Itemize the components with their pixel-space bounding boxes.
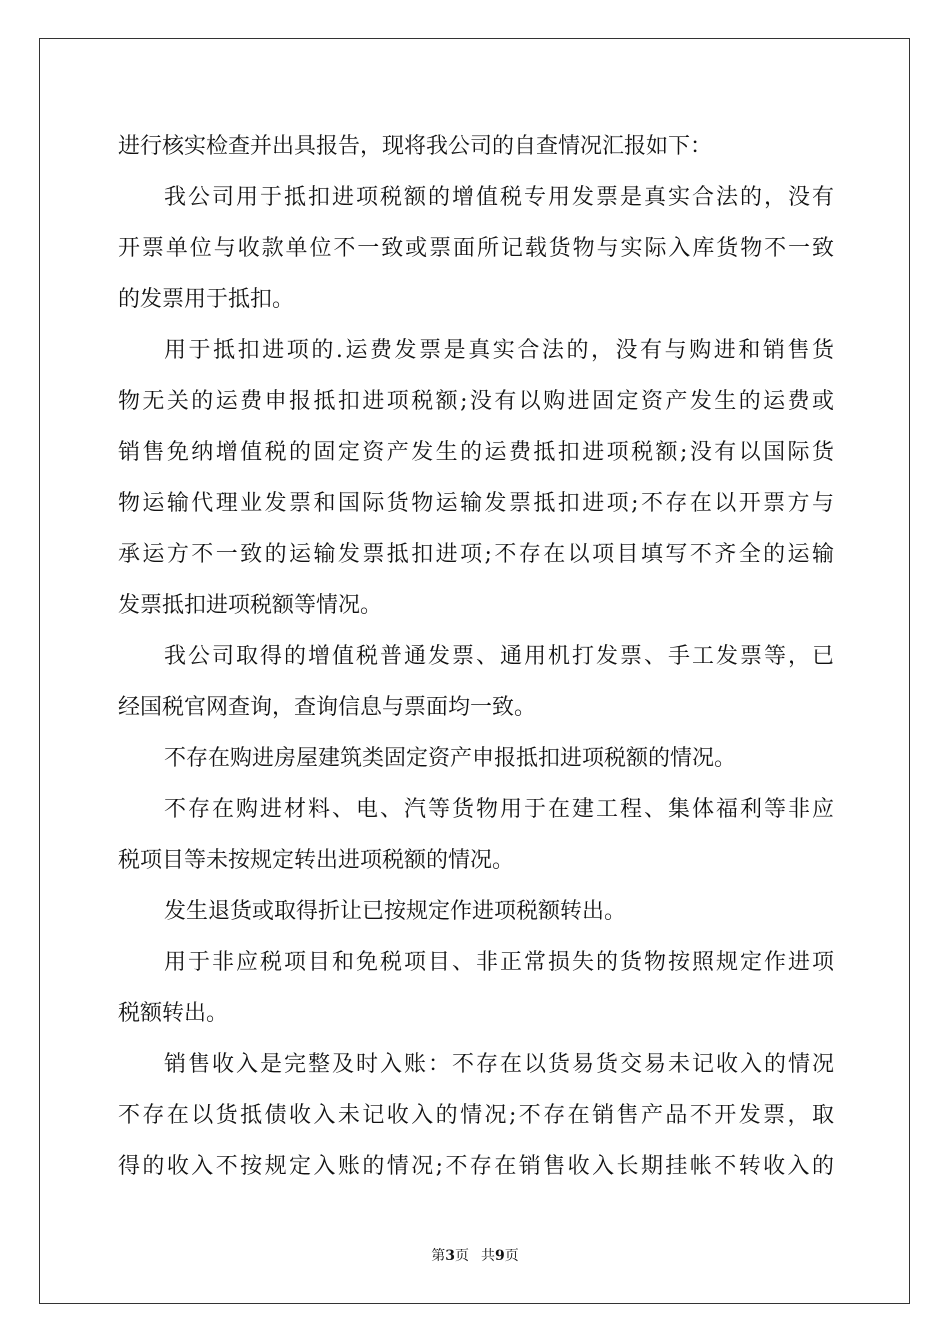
text-line: 销售收入是完整及时入账：不存在以货易货交易未记收入的情况 [164,1052,834,1077]
text-line: 税额转出。 [118,1001,229,1026]
footer-page-suffix: 页 [455,1248,469,1264]
footer-total-prefix: 共 [481,1248,495,1264]
text-line: 不存在购进房屋建筑类固定资产申报抵扣进项税额的情况。 [164,746,737,771]
text-line: 税项目等未按规定转出进项税额的情况。 [118,848,515,873]
text-line: 承运方不一致的运输发票抵扣进项;不存在以项目填写不齐全的运输 [118,542,834,567]
text-line: 得的收入不按规定入账的情况;不存在销售收入长期挂帐不转收入的 [118,1154,834,1179]
document-body [118,127,834,1198]
text-line: 销售免纳增值税的固定资产发生的运费抵扣进项税额;没有以国际货 [118,440,834,465]
footer-total-pages: 9 [495,1248,505,1264]
text-line: 我公司用于抵扣进项税额的增值税专用发票是真实合法的，没有 [164,185,834,210]
text-line: 物运输代理业发票和国际货物运输发票抵扣进项;不存在以开票方与 [118,491,834,516]
text-line: 用于非应税项目和免税项目、非正常损失的货物按照规定作进项 [164,950,834,975]
footer-page-prefix: 第 [431,1248,446,1264]
text-line: 物无关的运费申报抵扣进项税额;没有以购进固定资产发生的运费或 [118,389,834,414]
text-line: 发票抵扣进项税额等情况。 [118,593,383,618]
text-line: 进行核实检查并出具报告，现将我公司的自查情况汇报如下： [118,134,713,159]
text-line: 的发票用于抵扣。 [118,287,295,312]
footer-page-number: 3 [445,1248,455,1264]
text-line: 用于抵扣进项的.运费发票是真实合法的，没有与购进和销售货 [164,338,834,363]
text-line: 发生退货或取得折让已按规定作进项税额转出。 [164,899,627,924]
text-line: 不存在以货抵债收入未记收入的情况;不存在销售产品不开发票，取 [118,1103,834,1128]
text-line: 经国税官网查询，查询信息与票面均一致。 [118,695,537,720]
footer-total-suffix: 页 [504,1248,519,1264]
text-line: 我公司取得的增值税普通发票、通用机打发票、手工发票等，已 [164,644,834,669]
text-line: 不存在购进材料、电、汽等货物用于在建工程、集体福利等非应 [164,797,834,822]
page-footer [0,1245,950,1265]
text-line: 开票单位与收款单位不一致或票面所记载货物与实际入库货物不一致 [118,236,834,261]
